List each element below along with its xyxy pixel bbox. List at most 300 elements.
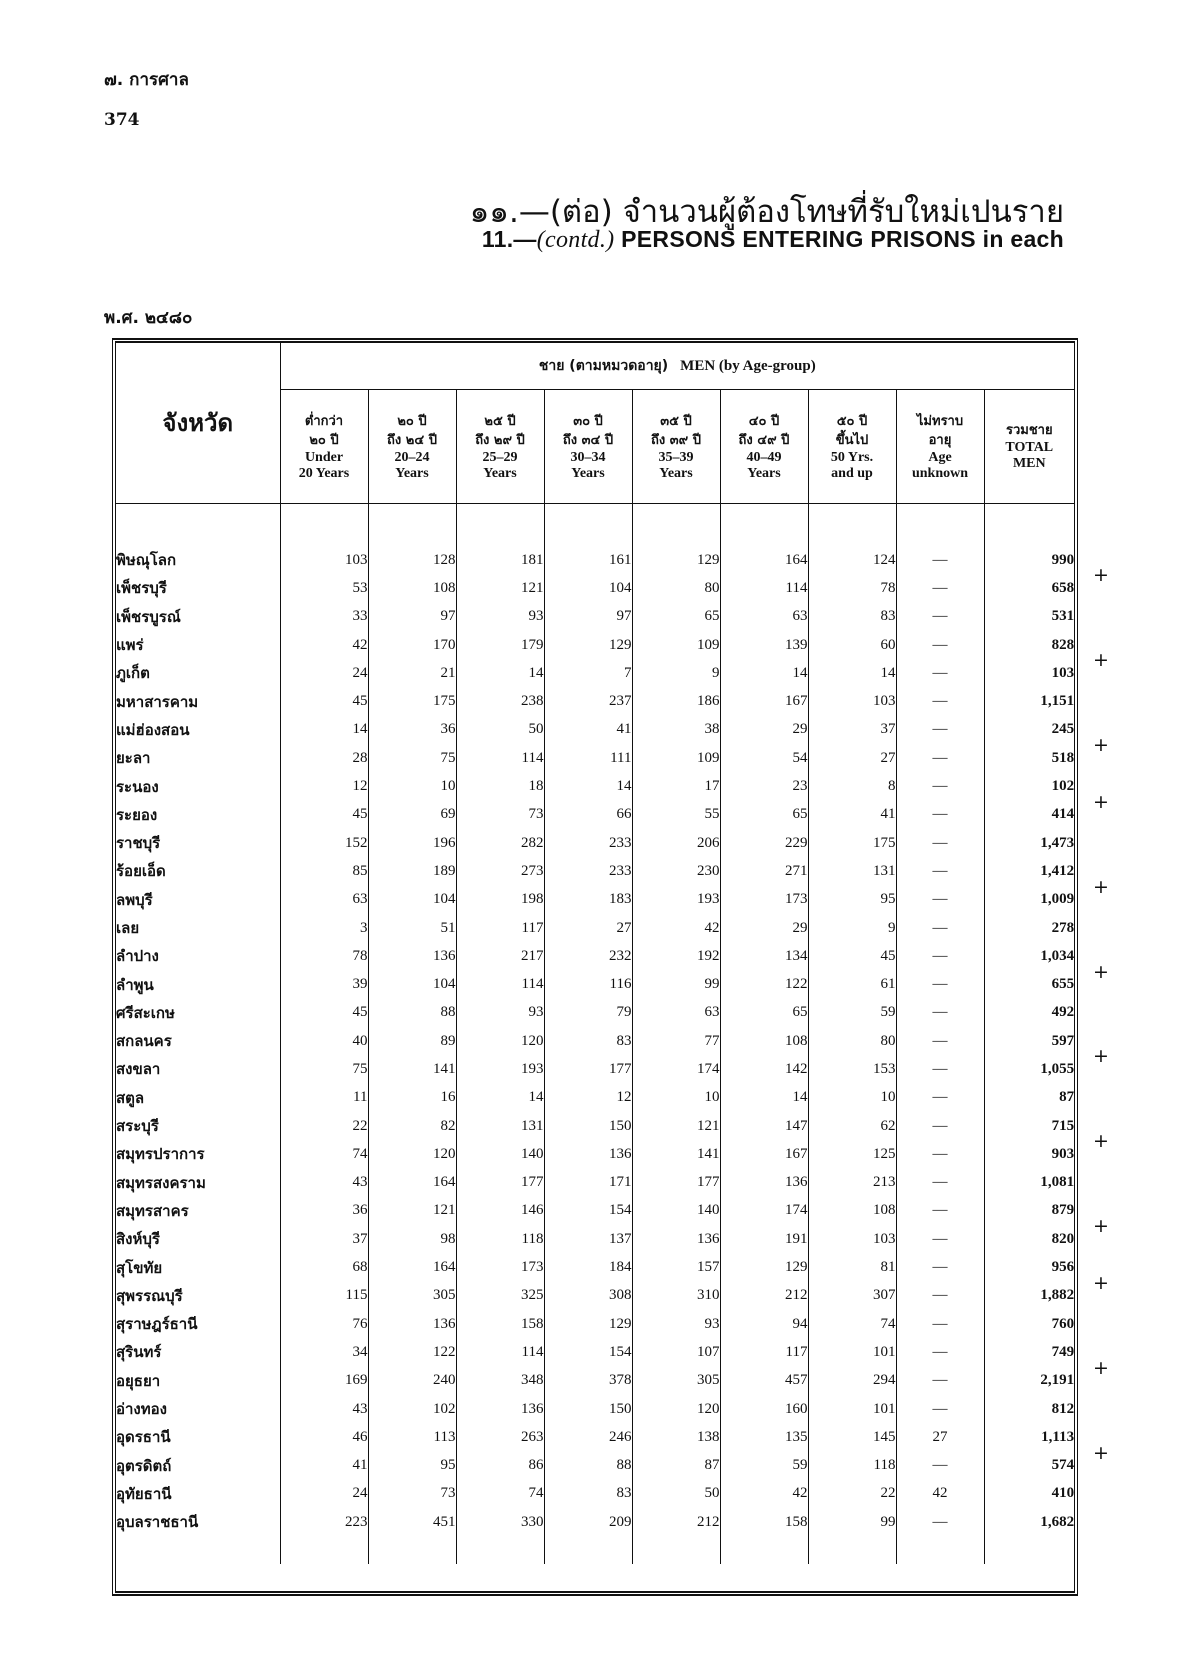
value-cell: 63 <box>720 603 808 631</box>
value-cell: — <box>896 574 984 602</box>
value-cell: 7 <box>544 659 632 687</box>
province-name: ลำปาง <box>116 947 159 966</box>
value-cell: 129 <box>720 1253 808 1281</box>
value-cell: 129 <box>544 631 632 659</box>
column-header-th1: ๕๐ ปี <box>836 413 868 429</box>
column-header-th1: ๓๐ ปี <box>573 413 603 429</box>
total-cell: 990 <box>984 546 1074 574</box>
value-cell: 104 <box>368 886 456 914</box>
value-cell: 169 <box>280 1367 368 1395</box>
value-cell: — <box>896 1338 984 1366</box>
value-cell: 131 <box>456 1112 544 1140</box>
column-header-en1: Under <box>304 449 344 465</box>
table-row <box>116 687 1074 715</box>
total-cell: 103 <box>984 659 1074 687</box>
value-cell: — <box>896 1140 984 1168</box>
value-cell: 45 <box>808 942 896 970</box>
value-cell: 83 <box>544 1480 632 1508</box>
column-header-en2: Years <box>483 465 517 481</box>
margin-plus-mark: + <box>1093 1356 1109 1379</box>
margin-marks <box>1093 0 1123 1658</box>
value-cell: 42 <box>720 1480 808 1508</box>
value-cell: 146 <box>456 1197 544 1225</box>
column-header-en2: MEN <box>1012 456 1046 471</box>
margin-plus-mark: + <box>1093 960 1109 983</box>
province-name: ลำพูน <box>116 975 154 994</box>
value-cell: 14 <box>720 659 808 687</box>
value-cell: 117 <box>720 1338 808 1366</box>
value-cell: 118 <box>456 1225 544 1253</box>
value-cell: 212 <box>632 1508 720 1536</box>
title-thai: ๑๑.—(ต่อ) จำนวนผู้ต้องโทษที่รับใหม่เปนราย <box>469 194 1064 230</box>
value-cell: 85 <box>280 857 368 885</box>
margin-plus-mark: + <box>1093 1045 1109 1068</box>
value-cell: 457 <box>720 1367 808 1395</box>
value-cell: — <box>896 631 984 659</box>
province-name: สุราษฎร์ธานี <box>116 1315 198 1334</box>
value-cell: 212 <box>720 1282 808 1310</box>
value-cell: — <box>896 1253 984 1281</box>
value-cell: 136 <box>544 1140 632 1168</box>
value-cell: 11 <box>280 1084 368 1112</box>
province-name: สกลนคร <box>116 1032 172 1051</box>
value-cell: 184 <box>544 1253 632 1281</box>
total-cell: 1,473 <box>984 829 1074 857</box>
value-cell: 229 <box>720 829 808 857</box>
column-header-th2: ถึง ๒๙ ปี <box>475 432 525 448</box>
column-header-th1: ต่ำกว่า <box>304 413 344 429</box>
value-cell: 136 <box>720 1169 808 1197</box>
value-cell: — <box>896 1084 984 1112</box>
title-en-text: PERSONS ENTERING PRISONS in each <box>614 226 1064 252</box>
province-name: สิงห์บุรี <box>116 1230 160 1249</box>
value-cell: 164 <box>368 1253 456 1281</box>
value-cell: 135 <box>720 1423 808 1451</box>
value-cell: 98 <box>368 1225 456 1253</box>
province-name: แม่ฮ่องสอน <box>116 720 190 739</box>
column-header-en1: 50 Yrs. <box>830 449 874 465</box>
value-cell: 41 <box>808 801 896 829</box>
column-header <box>368 390 456 504</box>
value-cell: 97 <box>368 603 456 631</box>
column-header <box>984 390 1074 504</box>
province-name: ระยอง <box>116 805 158 824</box>
value-cell: 97 <box>544 603 632 631</box>
value-cell: 14 <box>456 659 544 687</box>
value-cell: 38 <box>632 716 720 744</box>
value-cell: — <box>896 772 984 800</box>
value-cell: 23 <box>720 772 808 800</box>
province-name: เพ็ชรบุรี <box>116 579 167 598</box>
value-cell: — <box>896 801 984 829</box>
value-cell: 174 <box>720 1197 808 1225</box>
table-row <box>116 1084 1074 1112</box>
value-cell: — <box>896 744 984 772</box>
margin-plus-mark: + <box>1093 734 1109 757</box>
value-cell: 158 <box>720 1508 808 1536</box>
value-cell: 164 <box>368 1169 456 1197</box>
value-cell: 28 <box>280 744 368 772</box>
value-cell: 109 <box>632 631 720 659</box>
value-cell: 134 <box>720 942 808 970</box>
value-cell: 192 <box>632 942 720 970</box>
value-cell: — <box>896 687 984 715</box>
margin-plus-mark: + <box>1093 649 1109 672</box>
value-cell: — <box>896 886 984 914</box>
value-cell: 240 <box>368 1367 456 1395</box>
value-cell: 157 <box>632 1253 720 1281</box>
value-cell: 74 <box>808 1310 896 1338</box>
value-cell: 29 <box>720 914 808 942</box>
value-cell: — <box>896 914 984 942</box>
value-cell: 230 <box>632 857 720 885</box>
value-cell: 233 <box>544 829 632 857</box>
value-cell: 120 <box>456 1027 544 1055</box>
value-cell: 63 <box>632 999 720 1027</box>
value-cell: 122 <box>368 1338 456 1366</box>
value-cell: 68 <box>280 1253 368 1281</box>
value-cell: 74 <box>456 1480 544 1508</box>
table-row <box>116 1197 1074 1225</box>
value-cell: 83 <box>808 603 896 631</box>
value-cell: 114 <box>456 970 544 998</box>
table-row <box>116 914 1074 942</box>
value-cell: 99 <box>808 1508 896 1536</box>
value-cell: 177 <box>632 1169 720 1197</box>
value-cell: — <box>896 1282 984 1310</box>
column-header-en2: and up <box>831 465 873 481</box>
value-cell: 14 <box>280 716 368 744</box>
value-cell: 75 <box>280 1055 368 1083</box>
value-cell: 21 <box>368 659 456 687</box>
value-cell: 104 <box>368 970 456 998</box>
table-row <box>116 801 1074 829</box>
table-row <box>116 886 1074 914</box>
value-cell: 273 <box>456 857 544 885</box>
value-cell: 167 <box>720 1140 808 1168</box>
value-cell: 131 <box>808 857 896 885</box>
group-english: MEN (by Age-group) <box>680 358 816 374</box>
value-cell: 94 <box>720 1310 808 1338</box>
table-row <box>116 744 1074 772</box>
value-cell: 378 <box>544 1367 632 1395</box>
value-cell: 45 <box>280 687 368 715</box>
table-row <box>116 546 1074 574</box>
value-cell: 46 <box>280 1423 368 1451</box>
total-cell: 414 <box>984 801 1074 829</box>
value-cell: 88 <box>544 1452 632 1480</box>
value-cell: 150 <box>544 1112 632 1140</box>
value-cell: — <box>896 1197 984 1225</box>
value-cell: 237 <box>544 687 632 715</box>
value-cell: 41 <box>280 1452 368 1480</box>
margin-plus-mark: + <box>1093 1215 1109 1238</box>
margin-plus-mark: + <box>1093 790 1109 813</box>
value-cell: 54 <box>720 744 808 772</box>
total-cell: 749 <box>984 1338 1074 1366</box>
value-cell: 65 <box>632 603 720 631</box>
value-cell: 141 <box>632 1140 720 1168</box>
value-cell: 177 <box>456 1169 544 1197</box>
value-cell: 121 <box>456 574 544 602</box>
column-header-en1: Age <box>928 449 952 465</box>
value-cell: 213 <box>808 1169 896 1197</box>
value-cell: 348 <box>456 1367 544 1395</box>
province-name: ศรีสะเกษ <box>116 1003 175 1022</box>
table-row <box>116 1112 1074 1140</box>
column-header <box>896 390 984 504</box>
value-cell: 174 <box>632 1055 720 1083</box>
column-header-en2: Years <box>395 465 429 481</box>
value-cell: 39 <box>280 970 368 998</box>
column-header-en1: 40–49 <box>746 449 782 465</box>
value-cell: 63 <box>280 886 368 914</box>
value-cell: 140 <box>456 1140 544 1168</box>
value-cell: 310 <box>632 1282 720 1310</box>
value-cell: 186 <box>632 687 720 715</box>
value-cell: 139 <box>720 631 808 659</box>
province-name: เพ็ชรบูรณ์ <box>116 607 181 626</box>
table-row <box>116 603 1074 631</box>
province-name: อุทัยธานี <box>116 1484 172 1503</box>
value-cell: 136 <box>368 1310 456 1338</box>
value-cell: 175 <box>368 687 456 715</box>
value-cell: — <box>896 1169 984 1197</box>
column-header-th2: อายุ <box>928 432 952 448</box>
value-cell: 294 <box>808 1367 896 1395</box>
value-cell: 79 <box>544 999 632 1027</box>
value-cell: — <box>896 716 984 744</box>
value-cell: 167 <box>720 687 808 715</box>
table-row <box>116 631 1074 659</box>
value-cell: 145 <box>808 1423 896 1451</box>
column-header <box>456 390 544 504</box>
value-cell: 198 <box>456 886 544 914</box>
value-cell: — <box>896 659 984 687</box>
total-cell: 812 <box>984 1395 1074 1423</box>
value-cell: 12 <box>544 1084 632 1112</box>
value-cell: — <box>896 970 984 998</box>
value-cell: 24 <box>280 659 368 687</box>
value-cell: — <box>896 857 984 885</box>
total-cell: 903 <box>984 1140 1074 1168</box>
value-cell: 3 <box>280 914 368 942</box>
value-cell: 75 <box>368 744 456 772</box>
value-cell: 147 <box>720 1112 808 1140</box>
column-header <box>720 390 808 504</box>
margin-plus-mark: + <box>1093 1130 1109 1153</box>
value-cell: 104 <box>544 574 632 602</box>
value-cell: 82 <box>368 1112 456 1140</box>
prisoners-table <box>116 343 1074 1564</box>
province-name: ระนอง <box>116 777 159 796</box>
value-cell: 80 <box>808 1027 896 1055</box>
value-cell: 138 <box>632 1423 720 1451</box>
value-cell: 108 <box>808 1197 896 1225</box>
value-cell: 142 <box>720 1055 808 1083</box>
value-cell: 24 <box>280 1480 368 1508</box>
table-row <box>116 1480 1074 1508</box>
value-cell: 81 <box>808 1253 896 1281</box>
value-cell: 129 <box>544 1310 632 1338</box>
value-cell: 177 <box>544 1055 632 1083</box>
value-cell: 99 <box>632 970 720 998</box>
value-cell: 154 <box>544 1338 632 1366</box>
table-row <box>116 772 1074 800</box>
margin-plus-mark: + <box>1093 875 1109 898</box>
value-cell: 136 <box>368 942 456 970</box>
total-cell: 1,113 <box>984 1423 1074 1451</box>
value-cell: 77 <box>632 1027 720 1055</box>
value-cell: 36 <box>280 1197 368 1225</box>
total-cell: 1,009 <box>984 886 1074 914</box>
value-cell: 263 <box>456 1423 544 1451</box>
total-cell: 760 <box>984 1310 1074 1338</box>
value-cell: 10 <box>368 772 456 800</box>
table-row <box>116 857 1074 885</box>
value-cell: 121 <box>368 1197 456 1225</box>
value-cell: 223 <box>280 1508 368 1536</box>
total-cell: 658 <box>984 574 1074 602</box>
province-name: สระบุรี <box>116 1117 159 1136</box>
value-cell: 206 <box>632 829 720 857</box>
value-cell: 114 <box>720 574 808 602</box>
column-header-en2: Years <box>571 465 605 481</box>
value-cell: 108 <box>368 574 456 602</box>
value-cell: 9 <box>808 914 896 942</box>
province-name: มหาสารคาม <box>116 692 199 711</box>
value-cell: 191 <box>720 1225 808 1253</box>
column-header-th1: ๒๕ ปี <box>484 413 516 429</box>
table-row <box>116 1055 1074 1083</box>
value-cell: 93 <box>632 1310 720 1338</box>
value-cell: 116 <box>544 970 632 998</box>
value-cell: 181 <box>456 546 544 574</box>
value-cell: 12 <box>280 772 368 800</box>
column-header-en1: 30–34 <box>570 449 606 465</box>
value-cell: 65 <box>720 801 808 829</box>
value-cell: 238 <box>456 687 544 715</box>
value-cell: 86 <box>456 1452 544 1480</box>
table-row <box>116 1423 1074 1451</box>
value-cell: 73 <box>368 1480 456 1508</box>
column-header-en2: 20 Years <box>298 465 350 481</box>
value-cell: 189 <box>368 857 456 885</box>
table-frame <box>112 338 1078 1596</box>
total-cell: 245 <box>984 716 1074 744</box>
province-name: สตูล <box>116 1088 145 1107</box>
value-cell: 65 <box>720 999 808 1027</box>
value-cell: 59 <box>720 1452 808 1480</box>
total-cell: 531 <box>984 603 1074 631</box>
value-cell: 36 <box>368 716 456 744</box>
value-cell: 101 <box>808 1395 896 1423</box>
value-cell: 83 <box>544 1027 632 1055</box>
table-row <box>116 1253 1074 1281</box>
value-cell: 18 <box>456 772 544 800</box>
value-cell: 193 <box>456 1055 544 1083</box>
province-name: สุพรรณบุรี <box>116 1286 183 1305</box>
province-name: สงขลา <box>116 1060 161 1079</box>
value-cell: 45 <box>280 999 368 1027</box>
total-cell: 820 <box>984 1225 1074 1253</box>
value-cell: 124 <box>808 546 896 574</box>
total-cell: 410 <box>984 1480 1074 1508</box>
province-name: อุบลราชธานี <box>116 1513 199 1532</box>
column-header <box>544 390 632 504</box>
column-header-en2: unknown <box>911 465 969 481</box>
province-name: อุตรดิตถ์ <box>116 1456 172 1475</box>
table-row <box>116 999 1074 1027</box>
total-cell: 87 <box>984 1084 1074 1112</box>
value-cell: 69 <box>368 801 456 829</box>
value-cell: 16 <box>368 1084 456 1112</box>
value-cell: — <box>896 1310 984 1338</box>
value-cell: 175 <box>808 829 896 857</box>
value-cell: — <box>896 829 984 857</box>
value-cell: 93 <box>456 603 544 631</box>
value-cell: 451 <box>368 1508 456 1536</box>
table-row <box>116 574 1074 602</box>
value-cell: 196 <box>368 829 456 857</box>
value-cell: 14 <box>720 1084 808 1112</box>
province-name: ภูเก็ต <box>116 664 150 683</box>
column-header <box>632 390 720 504</box>
column-header <box>280 390 368 504</box>
total-cell: 1,412 <box>984 857 1074 885</box>
column-header-th2: ถึง ๒๔ ปี <box>387 432 437 448</box>
province-name: แพร่ <box>116 636 144 655</box>
title-en-number: 11.— <box>481 226 537 252</box>
value-cell: 22 <box>808 1480 896 1508</box>
table-row <box>116 1338 1074 1366</box>
value-cell: — <box>896 1055 984 1083</box>
value-cell: 109 <box>632 744 720 772</box>
value-cell: 78 <box>808 574 896 602</box>
value-cell: 171 <box>544 1169 632 1197</box>
total-cell: 2,191 <box>984 1367 1074 1395</box>
value-cell: 42 <box>280 631 368 659</box>
column-header-th2: ๒๐ ปี <box>309 432 339 448</box>
value-cell: 108 <box>720 1027 808 1055</box>
value-cell: 246 <box>544 1423 632 1451</box>
value-cell: 136 <box>456 1395 544 1423</box>
value-cell: 120 <box>368 1140 456 1168</box>
value-cell: 136 <box>632 1225 720 1253</box>
value-cell: 43 <box>280 1395 368 1423</box>
value-cell: — <box>896 1225 984 1253</box>
total-cell: 1,882 <box>984 1282 1074 1310</box>
value-cell: 103 <box>808 1225 896 1253</box>
table-row <box>116 829 1074 857</box>
value-cell: 42 <box>896 1480 984 1508</box>
margin-plus-mark: + <box>1093 564 1109 587</box>
value-cell: 80 <box>632 574 720 602</box>
value-cell: 60 <box>808 631 896 659</box>
value-cell: 45 <box>280 801 368 829</box>
value-cell: 10 <box>808 1084 896 1112</box>
table-row <box>116 1140 1074 1168</box>
value-cell: 87 <box>632 1452 720 1480</box>
value-cell: 193 <box>632 886 720 914</box>
total-cell: 828 <box>984 631 1074 659</box>
province-name: ร้อยเอ็ด <box>116 862 166 881</box>
value-cell: 29 <box>720 716 808 744</box>
value-cell: 61 <box>808 970 896 998</box>
value-cell: 55 <box>632 801 720 829</box>
value-cell: 305 <box>632 1367 720 1395</box>
margin-plus-mark: + <box>1093 1271 1109 1294</box>
